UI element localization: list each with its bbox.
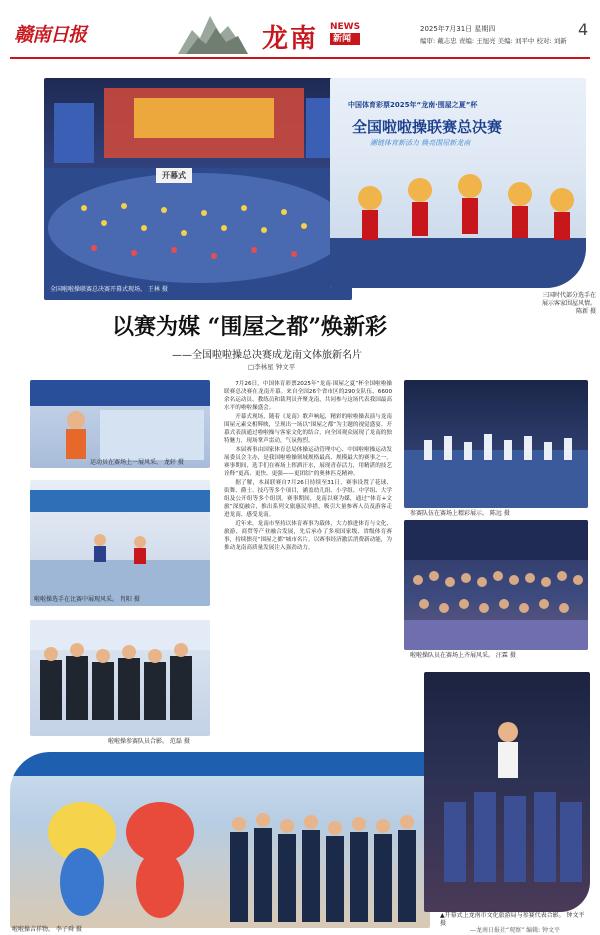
crowd-group-photo [404, 520, 588, 650]
competition-scene [30, 480, 210, 606]
article-byline: □李林星 钟文平 [248, 363, 296, 371]
banner-slogan: 潮链体育新活力 焕亮围屋新龙南 [370, 139, 471, 147]
caption-mid-right-1: 参赛队伍在赛场上精彩展示。 陈远 摄 [410, 510, 510, 517]
news-tag-cn: 新闻 [330, 33, 360, 45]
mascot-photo [10, 752, 430, 928]
performers-banner-photo [330, 78, 586, 288]
page-header [0, 0, 600, 64]
caption-bottom-left: 啦啦操吉祥物。 李子舜 摄 [12, 926, 82, 933]
lift-scene [424, 672, 590, 912]
opening-ceremony-photo [44, 78, 352, 300]
athlete-scene [30, 380, 210, 468]
athlete-photo [30, 380, 210, 468]
issue-date: 2025年7月31日 星期四 [420, 25, 496, 33]
mountain-logo-icon [178, 6, 248, 56]
stage-scene [44, 78, 352, 300]
caption-top-right: 三国时代部分选手在展示客家围屋风情。 陈新 摄 [541, 292, 596, 315]
header-rule [10, 57, 590, 59]
caption-mid-left-1: 运动员在赛场上一展风采。 龙轩 摄 [90, 459, 184, 466]
arena-scene [404, 380, 588, 508]
paragraph: 7月26日，中国体育彩票2025年“龙南·围屋之夏”杯全国啦啦操联赛总决赛在龙南开幕。来自全国26个省市区的290支队伍、6600余名运动员、教练员和裁判员齐聚龙南，共同参与这场代表我国最高水平的啦啦操盛会。 [224, 381, 392, 412]
performers-scene [330, 158, 586, 288]
news-tag [330, 22, 360, 45]
caption-mid-right-2: 啦啦操队员在赛场上齐展风采。 汪霖 摄 [410, 652, 516, 659]
mascot-scene [10, 752, 430, 928]
arena-performance-photo [404, 380, 588, 508]
caption-mid-left-3: 啦啦操参赛队员合影。 范磊 摄 [108, 738, 190, 745]
team-scene [30, 620, 210, 736]
crowd-scene [404, 520, 588, 650]
caption-top-left: 全国啦啦操联赛总决赛开幕式现场。 王林 摄 [50, 286, 168, 293]
footer-note: —龙南日报社“观察” 编辑: 钟文平 [470, 927, 561, 934]
page-number: 4 [578, 20, 589, 39]
stage-board-label: 开幕式 [156, 168, 192, 183]
banner-title: 中国体育彩票2025年“龙南·围屋之夏”杯 [348, 101, 478, 109]
paragraph: 本届赛事由国家体育总局体操运动管理中心、中国啦啦操运动发展委员会主办，是我国啦啦操领域规格最高、规模最大的赛事之一。赛事期间，选手们在赛场上挥洒汗水，展现青春活力，用精湛的技艺诠释“更高、更快、更强——更团结”的奥林匹克精神。 [224, 446, 392, 478]
article-subhead: ——全国啦啦操总决赛成龙南文体旅新名片 [172, 350, 362, 361]
article-body [224, 380, 392, 552]
competition-photo [30, 480, 210, 606]
performers-lift-photo [424, 672, 590, 912]
caption-bottom-right: ▲开幕式上龙南市文化旅游局与参赛代表合影。 钟文平 摄 [440, 912, 585, 927]
news-tag-en: NEWS [330, 22, 361, 32]
caption-mid-left-2: 啦啦操选手在比赛中展现风采。 肖阳 摄 [34, 596, 140, 603]
team-group-photo [30, 620, 210, 736]
paragraph: 近年来，龙南市坚持以体育赛事为载体，大力推进体育与文化、旅游、商贸等产业融合发展，先后承办了多项国家级、省级体育赛事，持续擦亮“围屋之都”城市名片，以赛事经济激活消费新动能，为推动龙南高质量发展注入强劲动力。 [224, 520, 393, 551]
newspaper-masthead: 赣南日报 [14, 24, 87, 46]
paragraph: 开幕式现场，随着《龙南》歌声响起，精彩的啦啦操表演与龙南围屋元素交相辉映，呈现出一场以“围屋之都”为主题的视觉盛宴。开幕式表演通过啦啦操与客家文化的结合，向全国观众展现了龙南的独特魅力，现场掌声雷动，气氛热烈。 [224, 413, 393, 445]
editors-line: 编审: 戴志忠 责编: 王旭亮 美编: 刘平中 校对: 刘新 [420, 37, 567, 45]
article-headline: 以赛为媒 “围屋之都”焕新彩 [112, 314, 387, 340]
banner-main: 全国啦啦操联赛总决赛 [352, 118, 503, 136]
section-title: 龙南 [262, 24, 319, 54]
paragraph: 据了解，本届联赛自7月26日持续至31日，赛事设置了花球、街舞、爵士、技巧等多个项目，涵盖幼儿组、小学组、中学组、大学组及公开组等多个组别。赛事期间，龙南以赛为媒，通过“体育+文旅”深度融合，推出系列文旅惠民举措，吸引大量参赛人员及游客走进龙南、感受龙南。 [224, 479, 392, 518]
